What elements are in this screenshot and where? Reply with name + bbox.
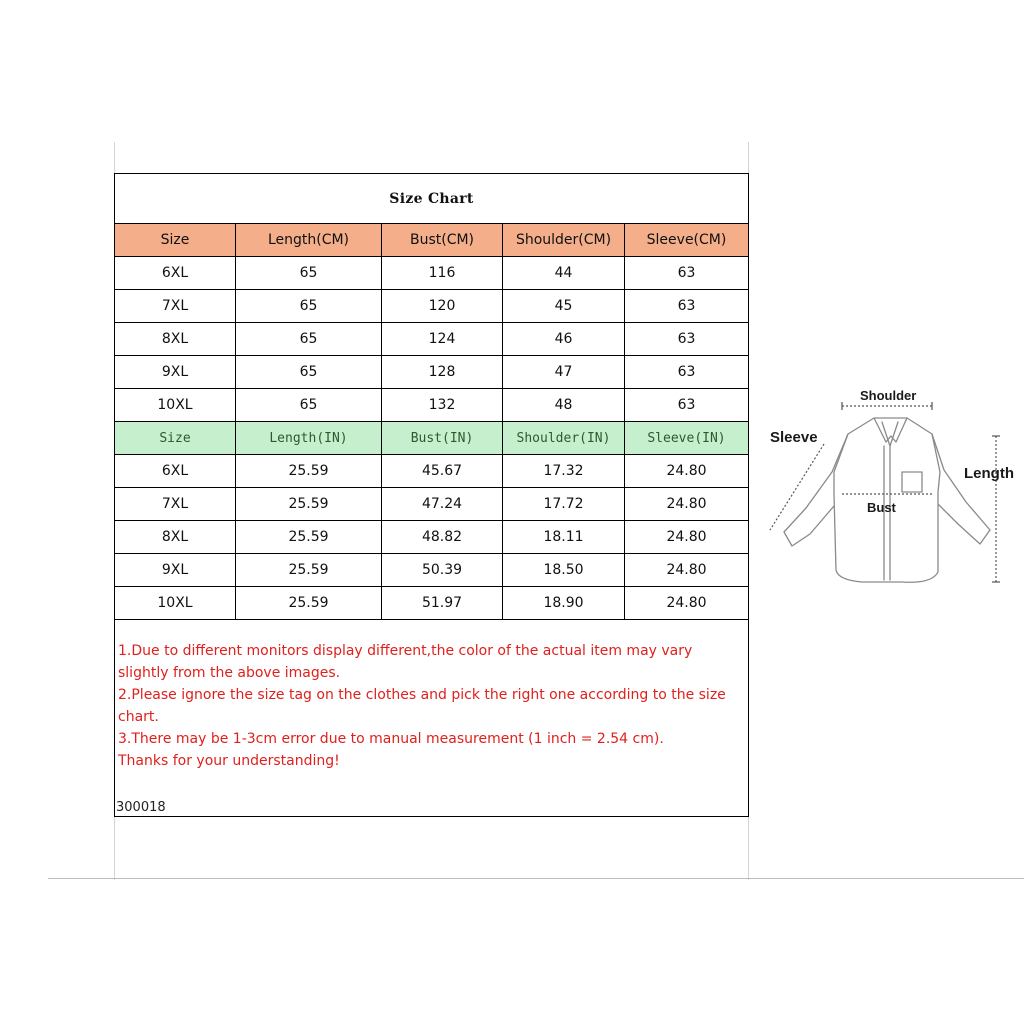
size-cell: 9XL (115, 554, 236, 587)
notes-row (115, 620, 749, 817)
table-row (115, 587, 749, 620)
measurement-diagram (762, 384, 1024, 604)
measurement-cell: 17.32 (503, 455, 625, 488)
measurement-cell: 124 (382, 323, 503, 356)
measurement-cell: 18.90 (503, 587, 625, 620)
measurement-cell: 65 (236, 389, 382, 422)
measurement-cell: 44 (503, 257, 625, 290)
table-row (115, 290, 749, 323)
table-row (115, 356, 749, 389)
measurement-cell: 51.97 (382, 587, 503, 620)
measurement-cell: 65 (236, 323, 382, 356)
measurement-cell: 65 (236, 257, 382, 290)
measurement-cell: 25.59 (236, 488, 382, 521)
column-header: Bust(IN) (382, 422, 503, 455)
size-cell: 10XL (115, 587, 236, 620)
note-line: 2.Please ignore the size tag on the clothes and pick the right one according to the size (118, 687, 726, 703)
table-row (115, 488, 749, 521)
note-line: 1.Due to different monitors display different,the color of the actual item may vary (118, 643, 693, 659)
measurement-cell: 45.67 (382, 455, 503, 488)
label-shoulder: Shoulder (860, 388, 917, 403)
table-row (115, 554, 749, 587)
measurement-cell: 24.80 (625, 455, 749, 488)
measurement-cell: 120 (382, 290, 503, 323)
column-header: Size (115, 224, 236, 257)
measurement-cell: 48 (503, 389, 625, 422)
shirt-sleeve-left-outline (784, 434, 848, 546)
size-cell: 7XL (115, 488, 236, 521)
shirt-pocket-outline (902, 472, 922, 492)
sheet-gridline-bottom (48, 878, 1024, 879)
measurement-cell: 48.82 (382, 521, 503, 554)
note-line: chart. (118, 709, 159, 725)
column-header: Size (115, 422, 236, 455)
shirt-collar-outline (874, 418, 907, 446)
size-cell: 7XL (115, 290, 236, 323)
table-row (115, 257, 749, 290)
size-cell: 8XL (115, 521, 236, 554)
measurement-cell: 24.80 (625, 488, 749, 521)
label-length: Length (964, 465, 1014, 482)
notes-cell (115, 620, 749, 817)
size-cell: 8XL (115, 323, 236, 356)
measurement-cell: 25.59 (236, 554, 382, 587)
column-header: Length(CM) (236, 224, 382, 257)
measurement-cell: 65 (236, 356, 382, 389)
note-line: 3.There may be 1-3cm error due to manual measurement (1 inch = 2.54 cm). (118, 731, 664, 747)
measurement-cell: 47 (503, 356, 625, 389)
measurement-cell: 46 (503, 323, 625, 356)
measurement-cell: 65 (236, 290, 382, 323)
table-row (115, 389, 749, 422)
measurement-cell: 25.59 (236, 587, 382, 620)
table-row (115, 455, 749, 488)
measurement-cell: 25.59 (236, 521, 382, 554)
column-header: Shoulder(IN) (503, 422, 625, 455)
measurement-cell: 63 (625, 356, 749, 389)
shirt-diagram-icon (762, 384, 1024, 604)
cm-header-row (115, 224, 749, 257)
measurement-cell: 47.24 (382, 488, 503, 521)
table-row (115, 521, 749, 554)
measurement-cell: 25.59 (236, 455, 382, 488)
measurement-cell: 17.72 (503, 488, 625, 521)
measurement-cell: 63 (625, 389, 749, 422)
size-cell: 6XL (115, 455, 236, 488)
measurement-cell: 63 (625, 323, 749, 356)
size-cell: 10XL (115, 389, 236, 422)
measurement-cell: 63 (625, 257, 749, 290)
label-bust: Bust (867, 500, 896, 515)
measurement-cell: 132 (382, 389, 503, 422)
size-chart-sheet (114, 173, 748, 817)
measurement-cell: 116 (382, 257, 503, 290)
shirt-sleeve-right-outline (932, 434, 990, 544)
note-line: slightly from the above images. (118, 665, 341, 681)
table-row (115, 323, 749, 356)
column-header: Sleeve(IN) (625, 422, 749, 455)
column-header: Sleeve(CM) (625, 224, 749, 257)
product-code: 300018 (116, 800, 166, 815)
measurement-cell: 18.11 (503, 521, 625, 554)
measurement-cell: 24.80 (625, 554, 749, 587)
measurement-cell: 128 (382, 356, 503, 389)
note-line: Thanks for your understanding! (118, 753, 340, 769)
column-header: Length(IN) (236, 422, 382, 455)
size-chart-table (114, 173, 749, 817)
column-header: Shoulder(CM) (503, 224, 625, 257)
in-header-row (115, 422, 749, 455)
size-cell: 6XL (115, 257, 236, 290)
label-sleeve: Sleeve (770, 429, 818, 446)
measurement-cell: 50.39 (382, 554, 503, 587)
measurement-cell: 63 (625, 290, 749, 323)
measurement-cell: 45 (503, 290, 625, 323)
measurement-cell: 18.50 (503, 554, 625, 587)
measurement-cell: 24.80 (625, 521, 749, 554)
measurement-cell: 24.80 (625, 587, 749, 620)
chart-title: Size Chart (115, 174, 749, 224)
size-cell: 9XL (115, 356, 236, 389)
column-header: Bust(CM) (382, 224, 503, 257)
